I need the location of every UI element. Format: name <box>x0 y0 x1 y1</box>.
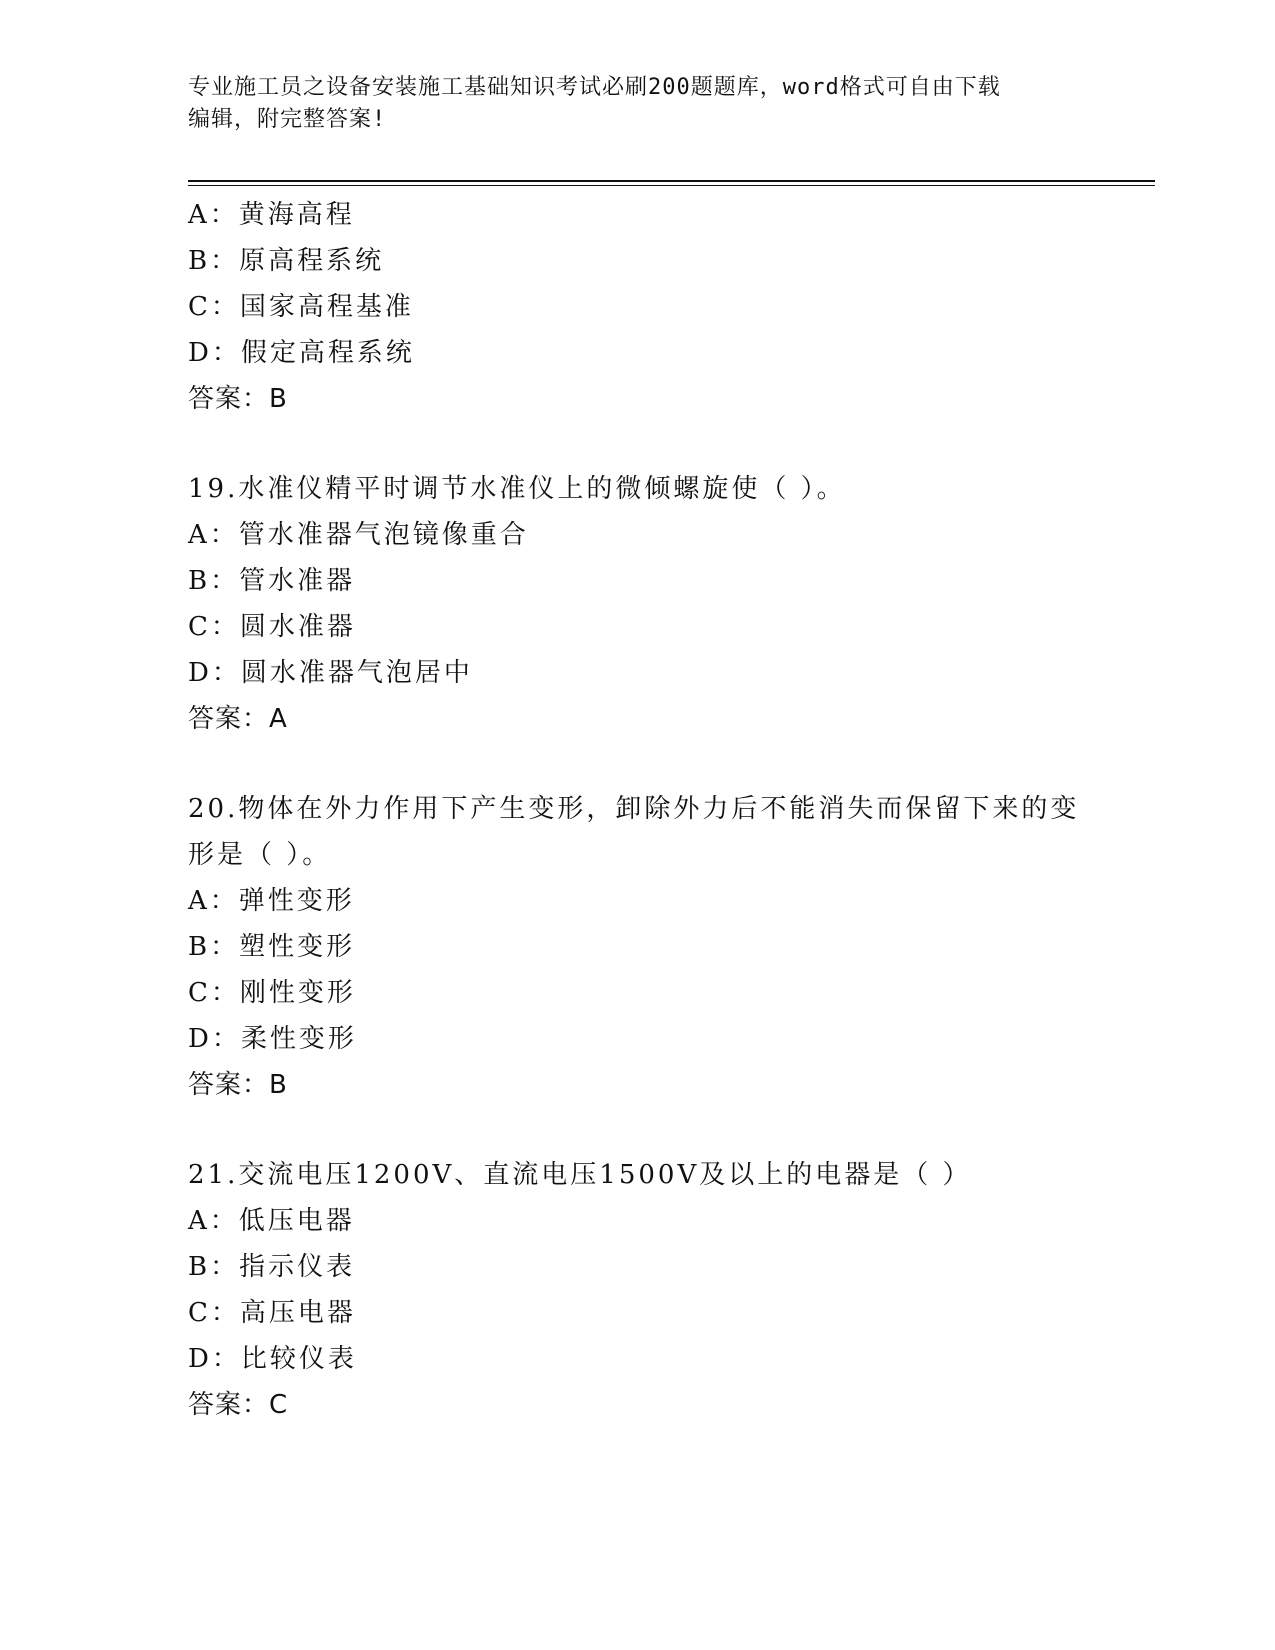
header-rule-thick <box>188 180 1155 182</box>
answer: 答案：A <box>188 704 288 734</box>
question-19 <box>188 466 1088 742</box>
answer: 答案：B <box>188 1070 288 1100</box>
option-b: B：原高程系统 <box>188 246 385 276</box>
question-18 <box>188 192 1088 422</box>
document-header <box>188 72 1088 136</box>
spacer <box>188 1108 1088 1152</box>
option-a: A：低压电器 <box>188 1206 355 1236</box>
option-a: A：黄海高程 <box>188 200 355 230</box>
header-line-1: 专业施工员之设备安装施工基础知识考试必刷200题题库，word格式可自由下载 <box>188 75 1001 100</box>
spacer <box>188 742 1088 786</box>
option-d: D：假定高程系统 <box>188 338 415 368</box>
question-20 <box>188 786 1088 1108</box>
header-rule-thin <box>188 185 1155 186</box>
option-c: C：圆水准器 <box>188 612 356 642</box>
question-text: 21.交流电压1200V、直流电压1500V及以上的电器是（ ） <box>188 1160 972 1190</box>
question-21 <box>188 1152 1088 1428</box>
header-line-2: 编辑，附完整答案! <box>188 107 387 132</box>
option-b: B：塑性变形 <box>188 932 356 962</box>
option-b: B：指示仪表 <box>188 1252 356 1282</box>
option-c: C：国家高程基准 <box>188 292 414 322</box>
option-d: D：柔性变形 <box>188 1024 357 1054</box>
option-d: D：比较仪表 <box>188 1344 357 1374</box>
option-d: D：圆水准器气泡居中 <box>188 658 473 688</box>
option-a: A：管水准器气泡镜像重合 <box>188 520 529 550</box>
option-c: C：刚性变形 <box>188 978 356 1008</box>
answer: 答案：B <box>188 384 288 414</box>
answer: 答案：C <box>188 1390 289 1420</box>
question-text: 19.水准仪精平时调节水准仪上的微倾螺旋使（ ）。 <box>188 474 846 504</box>
spacer <box>188 422 1088 466</box>
question-text-line-1: 20.物体在外力作用下产生变形，卸除外力后不能消失而保留下来的变 <box>188 794 1080 824</box>
question-text-line-2: 形是（ ）。 <box>188 840 332 870</box>
option-b: B：管水准器 <box>188 566 356 596</box>
option-c: C：高压电器 <box>188 1298 356 1328</box>
question-list <box>188 192 1088 1428</box>
option-a: A：弹性变形 <box>188 886 355 916</box>
